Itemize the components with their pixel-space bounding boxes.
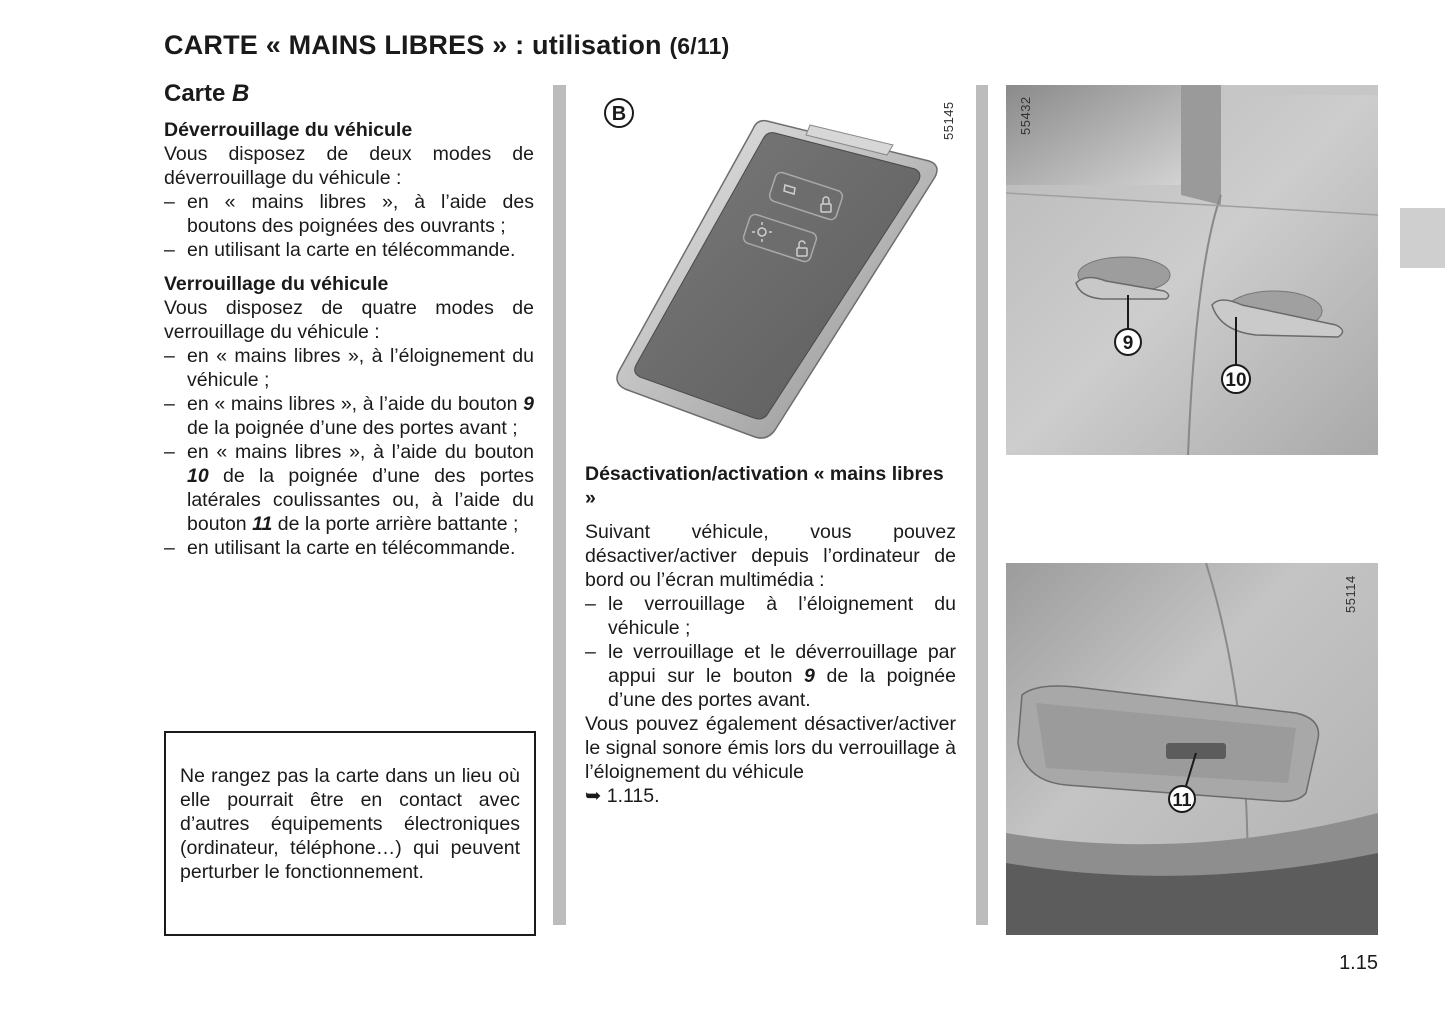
figure-ref: 55432 [1018,96,1033,135]
page-number: 1.15 [1339,952,1378,974]
door-handles-photo [1006,85,1378,455]
locking-list [164,344,534,560]
callout-10: 10 [1225,370,1247,391]
column-divider [553,85,566,925]
locking-intro: Vous disposez de quatre modes de verrouillage du véhicule : [164,297,534,343]
deactivation-intro: Suivant véhicule, vous pouvez désactiver/activer depuis l’ordinateur de bord ou l’écran multimédia : [585,521,956,591]
section-letter: B [232,80,250,107]
page-title: CARTE « MAINS LIBRES » : utilisation (6/11) [164,30,730,60]
list-item: – en « mains libres », à l’aide des boutons des poignées des ouvrants ; [164,190,534,238]
chapter-tab [1400,208,1445,268]
warning-text: Ne rangez pas la carte dans un lieu où elle pourrait être en contact avec d’autres équipements électroniques (ordinateur, téléphone…) qui peuvent perturber le fonctionnement. [180,765,520,883]
list-item: – en utilisant la carte en télécommande. [164,536,534,560]
page-fraction: (6/11) [669,33,730,59]
figure-badge-letter: B [611,103,627,125]
list-item: – le verrouillage à l’éloignement du véhicule ; [585,592,956,640]
list-item: – en utilisant la carte en télécommande. [164,238,534,262]
figure-ref: 55145 [941,101,956,140]
card-illustration [585,85,957,455]
deactivation-heading: Désactivation/activation « mains libres » [585,463,944,509]
unlocking-list [164,190,534,262]
figure-ref: 55114 [1343,575,1358,613]
callout-9: 9 [1122,333,1134,354]
list-item: – le verrouillage et le déverrouillage par appui sur le bouton 9 de la poignée d’une des portes avant. [585,640,956,712]
callout-11: 11 [1172,790,1192,810]
warning-box [164,731,536,936]
deactivation-list [585,592,956,712]
locking-heading: Verrouillage du véhicule [164,273,389,295]
rear-door-photo [1006,563,1378,935]
deactivation-outro: Vous pouvez également désactiver/activer le signal sonore émis lors du verrouillage à l’éloignement du véhicule ➥ 1.115. [585,713,956,807]
section-title: Carte B [164,80,250,107]
unlocking-heading: Déverrouillage du véhicule [164,119,413,141]
column-divider [976,85,988,925]
unlocking-intro: Vous disposez de deux modes de déverrouillage du véhicule : [164,143,534,189]
left-column [164,118,534,560]
page-ref: 1.115. [606,785,660,807]
right-column [585,462,956,808]
page-ref-arrow-icon: ➥ [585,785,602,807]
list-item: – en « mains libres », à l’aide du bouton 9 de la poignée d’une des portes avant ; [164,392,534,440]
list-item: – en « mains libres », à l’aide du bouton 10 de la poignée d’une des portes latérales coulissantes ou, à l’aide du bouton 11 de la porte arrière battante ; [164,440,534,536]
key-card [617,121,937,438]
list-item: – en « mains libres », à l’éloignement du véhicule ; [164,344,534,392]
